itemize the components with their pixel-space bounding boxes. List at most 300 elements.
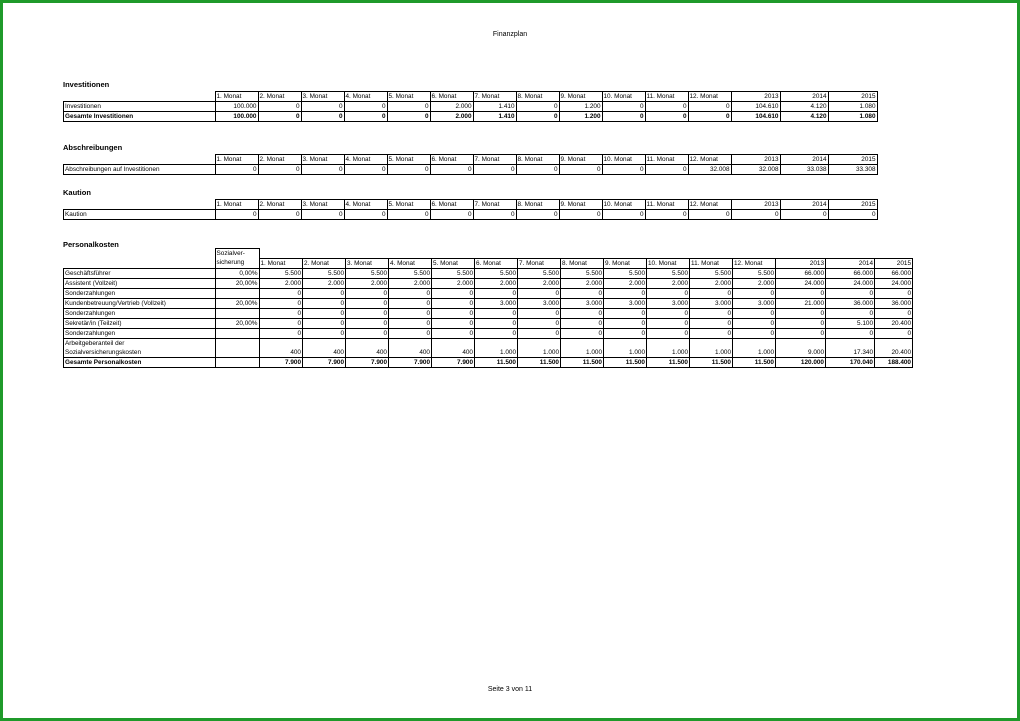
value-cell: 0 — [561, 328, 604, 338]
value-cell: 5.500 — [389, 268, 432, 278]
value-cell: 0 — [828, 210, 877, 220]
column-header: 8. Monat — [516, 155, 559, 165]
table-row — [64, 338, 913, 357]
header-spacer — [690, 249, 733, 259]
value-cell: 33.308 — [828, 165, 877, 175]
column-header: 4. Monat — [344, 155, 387, 165]
value-cell: 0 — [303, 288, 346, 298]
value-cell: 24.000 — [875, 278, 913, 288]
value-cell: 0 — [215, 210, 258, 220]
header-row — [64, 200, 878, 210]
value-cell: 400 — [303, 338, 346, 357]
column-header: 7. Monat — [473, 155, 516, 165]
value-cell: 17.340 — [826, 338, 875, 357]
value-cell: 2.000 — [733, 278, 776, 288]
value-cell: 0 — [258, 102, 301, 112]
value-cell: 11.500 — [690, 357, 733, 367]
value-cell: 1.000 — [518, 338, 561, 357]
value-cell: 0 — [344, 210, 387, 220]
header-spacer — [776, 249, 826, 259]
value-cell: 0 — [604, 328, 647, 338]
value-cell: 0 — [346, 288, 389, 298]
value-cell: 0 — [733, 318, 776, 328]
table-row — [64, 268, 913, 278]
value-cell: 0 — [776, 288, 826, 298]
header-row — [64, 92, 878, 102]
column-header: 8. Monat — [516, 200, 559, 210]
value-cell: 20.400 — [875, 338, 913, 357]
value-cell: 0 — [259, 318, 303, 328]
value-cell: 0 — [604, 288, 647, 298]
value-cell: 0 — [647, 328, 690, 338]
header-spacer — [259, 249, 303, 259]
value-cell: 0 — [301, 165, 344, 175]
sv-rate-cell — [215, 357, 259, 367]
column-header: 2014 — [826, 258, 875, 268]
value-cell: 120.000 — [776, 357, 826, 367]
value-cell: 0 — [516, 210, 559, 220]
value-cell: 0 — [602, 102, 645, 112]
value-cell: 4.120 — [780, 102, 828, 112]
column-header: 2013 — [731, 92, 780, 102]
value-cell: 0 — [875, 328, 913, 338]
value-cell: 2.000 — [430, 112, 473, 122]
value-cell: 11.500 — [647, 357, 690, 367]
value-cell: 2.000 — [430, 102, 473, 112]
value-cell: 400 — [389, 338, 432, 357]
column-header: 11. Monat — [645, 92, 688, 102]
value-cell: 11.500 — [518, 357, 561, 367]
page-title: Finanzplan — [492, 31, 528, 38]
value-cell: 21.000 — [776, 298, 826, 308]
value-cell: 0 — [690, 328, 733, 338]
value-cell: 2.000 — [346, 278, 389, 288]
sv-rate-cell: 20,00% — [215, 278, 259, 288]
column-header: 2013 — [776, 258, 826, 268]
value-cell: 3.000 — [647, 298, 690, 308]
value-cell: 3.000 — [518, 298, 561, 308]
column-header: 12. Monat — [688, 92, 731, 102]
value-cell: 0 — [259, 308, 303, 318]
column-header: 5. Monat — [387, 92, 430, 102]
column-header: 11. Monat — [690, 258, 733, 268]
value-cell: 2.000 — [518, 278, 561, 288]
column-header: 2. Monat — [258, 200, 301, 210]
sv-rate-cell: 20,00% — [215, 318, 259, 328]
section-title-personalkosten: Personalkosten — [63, 240, 119, 249]
value-cell: 5.500 — [475, 268, 518, 278]
header-spacer — [64, 200, 216, 210]
table-row — [64, 112, 878, 122]
value-cell: 0 — [432, 318, 475, 328]
column-header: 2013 — [731, 200, 780, 210]
value-cell: 0 — [259, 288, 303, 298]
value-cell: 3.000 — [561, 298, 604, 308]
value-cell: 5.500 — [432, 268, 475, 278]
value-cell: 0 — [875, 308, 913, 318]
column-header: 6. Monat — [430, 200, 473, 210]
header-spacer — [647, 249, 690, 259]
value-cell: 0 — [432, 298, 475, 308]
section-title-investitionen: Investitionen — [63, 80, 110, 89]
column-header: 2015 — [875, 258, 913, 268]
value-cell: 11.500 — [604, 357, 647, 367]
value-cell: 0 — [475, 318, 518, 328]
sv-rate-cell — [215, 288, 259, 298]
value-cell: 0 — [604, 308, 647, 318]
value-cell: 20.400 — [875, 318, 913, 328]
header-spacer — [826, 249, 875, 259]
column-header: 4. Monat — [389, 258, 432, 268]
column-header: 1. Monat — [215, 92, 258, 102]
column-header: sicherung — [215, 258, 259, 268]
value-cell: 0 — [733, 328, 776, 338]
column-header: 8. Monat — [561, 258, 604, 268]
value-cell: 1.080 — [828, 112, 877, 122]
value-cell: 0 — [389, 318, 432, 328]
header-spacer — [64, 155, 216, 165]
row-label: Abschreibungen auf Investitionen — [64, 165, 216, 175]
value-cell: 5.500 — [303, 268, 346, 278]
value-cell: 0 — [301, 102, 344, 112]
value-cell: 104.610 — [731, 112, 780, 122]
value-cell: 0 — [559, 210, 602, 220]
value-cell: 0 — [645, 165, 688, 175]
value-cell: 0 — [690, 288, 733, 298]
column-header: 6. Monat — [430, 155, 473, 165]
value-cell: 0 — [475, 308, 518, 318]
value-cell: 2.000 — [303, 278, 346, 288]
header-spacer — [346, 249, 389, 259]
value-cell: 188.400 — [875, 357, 913, 367]
value-cell: 0 — [602, 165, 645, 175]
value-cell: 0 — [688, 102, 731, 112]
value-cell: 0 — [475, 288, 518, 298]
sv-rate-cell — [215, 338, 259, 357]
row-label: Investitionen — [64, 102, 216, 112]
value-cell: 11.500 — [475, 357, 518, 367]
value-cell: 5.500 — [561, 268, 604, 278]
value-cell: 100.000 — [215, 102, 258, 112]
value-cell: 7.900 — [389, 357, 432, 367]
column-header: 2015 — [828, 155, 877, 165]
value-cell: 7.900 — [346, 357, 389, 367]
row-label: Geschäftsführer — [64, 268, 216, 278]
value-cell: 66.000 — [776, 268, 826, 278]
column-header: 2014 — [780, 155, 828, 165]
value-cell: 104.610 — [731, 102, 780, 112]
value-cell: 0 — [688, 112, 731, 122]
value-cell: 0 — [344, 102, 387, 112]
value-cell: 0 — [387, 165, 430, 175]
row-label: Sekretär/in (Teilzeit) — [64, 318, 216, 328]
value-cell: 5.500 — [604, 268, 647, 278]
value-cell: 0 — [344, 112, 387, 122]
value-cell: 0 — [432, 288, 475, 298]
header-spacer — [64, 258, 216, 268]
header-row — [64, 155, 878, 165]
table-row — [64, 308, 913, 318]
value-cell: 0 — [389, 328, 432, 338]
value-cell: 0 — [559, 165, 602, 175]
value-cell: 0 — [516, 165, 559, 175]
value-cell: 0 — [258, 112, 301, 122]
table-row — [64, 165, 878, 175]
value-cell: 36.000 — [875, 298, 913, 308]
column-header: 1. Monat — [259, 258, 303, 268]
column-header: 9. Monat — [604, 258, 647, 268]
table-investitionen — [63, 91, 878, 122]
sv-rate-cell: 0,00% — [215, 268, 259, 278]
value-cell: 24.000 — [776, 278, 826, 288]
column-header: 2013 — [731, 155, 780, 165]
column-header: 5. Monat — [387, 155, 430, 165]
value-cell: 0 — [604, 318, 647, 328]
value-cell: 0 — [215, 165, 258, 175]
header-spacer — [475, 249, 518, 259]
header-spacer — [303, 249, 346, 259]
header-spacer — [733, 249, 776, 259]
value-cell: 0 — [346, 328, 389, 338]
value-cell: 0 — [647, 308, 690, 318]
column-header: 11. Monat — [645, 200, 688, 210]
value-cell: 0 — [561, 308, 604, 318]
value-cell: 0 — [258, 165, 301, 175]
table-row — [64, 210, 878, 220]
row-label-line: Arbeitgeberanteil der — [65, 339, 125, 347]
header-spacer — [432, 249, 475, 259]
column-header: 12. Monat — [688, 200, 731, 210]
value-cell: 1.200 — [559, 112, 602, 122]
value-cell: 1.000 — [475, 338, 518, 357]
value-cell: 9.000 — [776, 338, 826, 357]
sv-rate-cell — [215, 308, 259, 318]
value-cell: 0 — [432, 308, 475, 318]
column-header: 9. Monat — [559, 92, 602, 102]
value-cell: 24.000 — [826, 278, 875, 288]
value-cell: 0 — [346, 318, 389, 328]
value-cell: 0 — [258, 210, 301, 220]
value-cell: 1.000 — [690, 338, 733, 357]
value-cell: 0 — [690, 318, 733, 328]
value-cell: 5.500 — [647, 268, 690, 278]
column-header: 7. Monat — [518, 258, 561, 268]
value-cell: 0 — [561, 318, 604, 328]
row-label: Sonderzahlungen — [64, 328, 216, 338]
column-header: 5. Monat — [432, 258, 475, 268]
value-cell: 11.500 — [561, 357, 604, 367]
value-cell: 3.000 — [690, 298, 733, 308]
value-cell: 1.000 — [561, 338, 604, 357]
value-cell: 0 — [432, 328, 475, 338]
value-cell: 100.000 — [215, 112, 258, 122]
column-header: 4. Monat — [344, 92, 387, 102]
value-cell: 1.000 — [733, 338, 776, 357]
value-cell: 2.000 — [690, 278, 733, 288]
value-cell: 7.900 — [259, 357, 303, 367]
value-cell: 0 — [826, 288, 875, 298]
value-cell: 0 — [690, 308, 733, 318]
column-header: 9. Monat — [559, 200, 602, 210]
value-cell: 66.000 — [875, 268, 913, 278]
value-cell: 5.100 — [826, 318, 875, 328]
value-cell: 0 — [826, 328, 875, 338]
row-label: Gesamte Personalkosten — [64, 357, 216, 367]
column-header: 2. Monat — [258, 92, 301, 102]
value-cell: 0 — [776, 328, 826, 338]
header-spacer — [64, 249, 216, 259]
value-cell: 0 — [561, 288, 604, 298]
value-cell: 0 — [389, 288, 432, 298]
table-row — [64, 298, 913, 308]
value-cell: 1.200 — [559, 102, 602, 112]
column-header: 1. Monat — [215, 200, 258, 210]
header-spacer — [561, 249, 604, 259]
value-cell: 0 — [387, 112, 430, 122]
value-cell: 0 — [602, 210, 645, 220]
value-cell: 0 — [303, 298, 346, 308]
row-label: Sonderzahlungen — [64, 288, 216, 298]
value-cell: 0 — [303, 328, 346, 338]
table-row — [64, 102, 878, 112]
value-cell: 2.000 — [475, 278, 518, 288]
header-spacer — [64, 92, 216, 102]
page-footer: Seite 3 von 11 — [487, 686, 533, 693]
column-header: 2014 — [780, 200, 828, 210]
section-title-abschreibungen: Abschreibungen — [63, 143, 123, 152]
value-cell: 0 — [688, 210, 731, 220]
column-header: 2. Monat — [258, 155, 301, 165]
value-cell: 0 — [645, 112, 688, 122]
value-cell: 0 — [301, 112, 344, 122]
sv-rate-cell — [215, 328, 259, 338]
value-cell: 0 — [473, 165, 516, 175]
header-spacer — [604, 249, 647, 259]
value-cell: 0 — [518, 288, 561, 298]
row-label: Gesamte Investitionen — [64, 112, 216, 122]
value-cell: 32.008 — [688, 165, 731, 175]
value-cell: 2.000 — [432, 278, 475, 288]
row-label: Kundenbetreuung/Vertrieb (Vollzeit) — [64, 298, 216, 308]
value-cell: 2.000 — [561, 278, 604, 288]
value-cell: 0 — [733, 288, 776, 298]
value-cell: 0 — [430, 210, 473, 220]
value-cell: 2.000 — [389, 278, 432, 288]
value-cell: 2.000 — [604, 278, 647, 288]
header-row — [64, 249, 913, 259]
column-header: Sozialver- — [215, 249, 259, 259]
value-cell: 3.000 — [604, 298, 647, 308]
value-cell: 36.000 — [826, 298, 875, 308]
value-cell: 1.410 — [473, 102, 516, 112]
value-cell: 400 — [432, 338, 475, 357]
header-spacer — [389, 249, 432, 259]
value-cell: 400 — [259, 338, 303, 357]
value-cell: 5.500 — [346, 268, 389, 278]
value-cell: 0 — [387, 102, 430, 112]
column-header: 1. Monat — [215, 155, 258, 165]
header-spacer — [518, 249, 561, 259]
column-header: 10. Monat — [602, 200, 645, 210]
value-cell: 0 — [602, 112, 645, 122]
value-cell: 5.500 — [733, 268, 776, 278]
sv-rate-cell: 20,00% — [215, 298, 259, 308]
value-cell: 0 — [303, 308, 346, 318]
value-cell: 5.500 — [518, 268, 561, 278]
column-header: 5. Monat — [387, 200, 430, 210]
value-cell: 7.900 — [303, 357, 346, 367]
column-header: 6. Monat — [430, 92, 473, 102]
value-cell: 3.000 — [475, 298, 518, 308]
value-cell: 170.040 — [826, 357, 875, 367]
column-header: 11. Monat — [645, 155, 688, 165]
value-cell: 0 — [518, 318, 561, 328]
row-label — [64, 338, 216, 357]
value-cell: 0 — [346, 308, 389, 318]
value-cell: 5.500 — [690, 268, 733, 278]
value-cell: 33.038 — [780, 165, 828, 175]
table-abschreibungen — [63, 154, 878, 175]
column-header: 9. Monat — [559, 155, 602, 165]
value-cell: 0 — [645, 102, 688, 112]
column-header: 2014 — [780, 92, 828, 102]
row-label: Assistent (Vollzeit) — [64, 278, 216, 288]
value-cell: 1.000 — [604, 338, 647, 357]
column-header: 10. Monat — [602, 92, 645, 102]
value-cell: 0 — [780, 210, 828, 220]
value-cell: 4.120 — [780, 112, 828, 122]
column-header: 8. Monat — [516, 92, 559, 102]
table-row — [64, 318, 913, 328]
table-kaution — [63, 199, 878, 220]
column-header: 3. Monat — [301, 92, 344, 102]
value-cell: 400 — [346, 338, 389, 357]
value-cell: 3.000 — [733, 298, 776, 308]
value-cell: 66.000 — [826, 268, 875, 278]
value-cell: 0 — [430, 165, 473, 175]
value-cell: 5.500 — [259, 268, 303, 278]
total-row — [64, 357, 913, 367]
table-row — [64, 278, 913, 288]
value-cell: 0 — [344, 165, 387, 175]
value-cell: 1.410 — [473, 112, 516, 122]
value-cell: 0 — [346, 298, 389, 308]
value-cell: 2.000 — [647, 278, 690, 288]
value-cell: 0 — [518, 328, 561, 338]
value-cell: 0 — [875, 288, 913, 298]
value-cell: 0 — [389, 308, 432, 318]
column-header: 2015 — [828, 200, 877, 210]
table-personalkosten — [63, 248, 913, 368]
value-cell: 11.500 — [733, 357, 776, 367]
value-cell: 32.008 — [731, 165, 780, 175]
column-header: 3. Monat — [301, 200, 344, 210]
value-cell: 0 — [389, 298, 432, 308]
value-cell: 0 — [259, 328, 303, 338]
value-cell: 0 — [776, 318, 826, 328]
value-cell: 0 — [518, 308, 561, 318]
value-cell: 0 — [645, 210, 688, 220]
column-header: 7. Monat — [473, 200, 516, 210]
value-cell: 0 — [301, 210, 344, 220]
column-header: 3. Monat — [301, 155, 344, 165]
value-cell: 0 — [516, 112, 559, 122]
row-label: Kaution — [64, 210, 216, 220]
value-cell: 0 — [731, 210, 780, 220]
value-cell: 7.900 — [432, 357, 475, 367]
value-cell: 1.080 — [828, 102, 877, 112]
value-cell: 0 — [387, 210, 430, 220]
